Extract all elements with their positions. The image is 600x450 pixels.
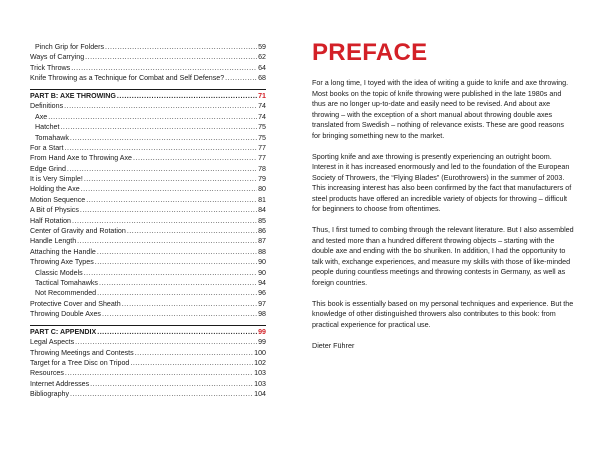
toc-entry	[30, 164, 266, 174]
toc-entry-page: 75	[258, 133, 266, 142]
toc-leader-dots	[60, 122, 257, 132]
toc-entry-page: 103	[254, 379, 266, 388]
toc-entry-title: Throwing Meetings and Contests	[30, 348, 134, 357]
toc-entry	[30, 358, 266, 368]
toc-leader-dots	[84, 268, 257, 278]
toc-entry-page: 102	[254, 359, 266, 368]
toc-entry-page: 79	[258, 175, 266, 184]
toc-entry-title: Throwing Double Axes	[30, 310, 101, 319]
toc-entry-title: Resources	[30, 369, 64, 378]
toc-entry-title: Not Recommended	[35, 289, 97, 298]
toc-leader-dots	[127, 226, 257, 236]
toc-leader-dots	[117, 91, 257, 101]
toc-leader-dots	[90, 379, 253, 389]
toc-entry	[30, 205, 266, 215]
toc-entry-page: 90	[258, 268, 266, 277]
toc-entry	[30, 216, 266, 226]
toc-entry-title: Center of Gravity and Rotation	[30, 227, 126, 236]
toc-entry-page: 78	[258, 164, 266, 173]
toc-entry	[30, 337, 266, 347]
toc-leader-dots	[105, 42, 257, 52]
toc-entry-page: 87	[258, 237, 266, 246]
toc-entry-page: 99	[258, 327, 266, 336]
toc-leader-dots	[97, 247, 257, 257]
toc-entry-title: Half Rotation	[30, 216, 72, 225]
toc-entry-page: 64	[258, 63, 266, 72]
toc-entry	[30, 369, 266, 379]
toc-entry-page: 99	[258, 338, 266, 347]
toc-leader-dots	[80, 205, 257, 215]
toc-entry-page: 96	[258, 289, 266, 298]
toc-entry	[30, 348, 266, 358]
toc-entry	[30, 278, 266, 288]
toc-leader-dots	[81, 184, 257, 194]
toc-leader-dots	[67, 164, 257, 174]
toc-entry-title: Knife Throwing as a Technique for Combat and Self Defense?	[30, 74, 225, 83]
toc-entry-title: Definitions	[30, 102, 64, 111]
toc-leader-dots	[64, 101, 257, 111]
toc-leader-dots	[225, 73, 257, 83]
toc-leader-dots	[86, 195, 257, 205]
toc-entry-page: 104	[254, 390, 266, 399]
toc-part-heading	[30, 89, 266, 101]
toc-entry	[30, 299, 266, 309]
toc-leader-dots	[130, 358, 253, 368]
toc-entry	[30, 42, 266, 52]
toc-leader-dots	[99, 278, 257, 288]
toc-entry	[30, 195, 266, 205]
toc-leader-dots	[65, 143, 258, 153]
preface-paragraph: For a long time, I toyed with the idea of writing a guide to knife and axe throwing. Most books on the topic of knife throwing were published in the late 1980s and thus are no longer up-to-date and easily need to be revised. And about axe throwing – with the exception of a short manual about throwing double axes translated from Swedish – nothing of relevance exists. These are good reasons for bringing something new to the market.	[312, 78, 569, 140]
toc-entry-title: Hatchet	[35, 123, 60, 132]
toc-entry-title: Tactical Tomahawks	[35, 278, 98, 287]
toc-entry	[30, 184, 266, 194]
preface-paragraph: Thus, I first turned to combing through the relevant literature. But I also assembled and tested more than a hundred different throwing objects – starting with the double axe and ending with the bo shuriken. In addition, I had the opportunity to talk with, exchange experiences, and measure my skills with those of like-minded people during countless meetings and throwing contests in Germany, as well as foreign countries.	[312, 225, 574, 287]
toc-entry-page: 86	[258, 227, 266, 236]
author-signature: Dieter Führer	[312, 340, 355, 350]
toc-leader-dots	[97, 327, 257, 337]
toc-entry-page: 98	[258, 310, 266, 319]
toc-entry-title: PART B: AXE THROWING	[30, 91, 116, 100]
toc-entry-page: 77	[258, 154, 266, 163]
toc-entry-page: 80	[258, 185, 266, 194]
toc-entry-title: Axe	[35, 112, 48, 121]
toc-entry-title: PART C: APPENDIX	[30, 327, 97, 336]
toc-entry-page: 68	[258, 74, 266, 83]
toc-entry-title: Handle Length	[30, 237, 77, 246]
toc-entry-title: Classic Models	[35, 268, 83, 277]
toc-entry-title: Pinch Grip for Folders	[35, 42, 104, 51]
toc-entry-title: Trick Throws	[30, 63, 71, 72]
toc-leader-dots	[70, 133, 257, 143]
toc-entry-page: 62	[258, 53, 266, 62]
toc-leader-dots	[72, 216, 257, 226]
toc-entry-page: 77	[258, 143, 266, 152]
toc-leader-dots	[75, 337, 257, 347]
toc-entry-title: Target for a Tree Disc on Tripod	[30, 359, 130, 368]
toc-entry-page: 97	[258, 299, 266, 308]
toc-entry-page: 94	[258, 278, 266, 287]
toc-entry	[30, 153, 266, 163]
toc-entry	[30, 52, 266, 62]
toc-entry	[30, 309, 266, 319]
toc-entry-title: Edge Grind	[30, 164, 66, 173]
toc-entry	[30, 257, 266, 267]
preface-paragraph: Sporting knife and axe throwing is presently experiencing an outright boom. Interest in it has increased enormously and led to the foundation of the European Society of Throwers, the “Flying Blades” (Eurothrowers) in the summer of 2003. This increasing interest has also been confirmed by the fact that manufacturers of steel products have offered an incredible variety of objects for throwing – difficult for beginners to choose from oftentimes.	[312, 151, 572, 213]
toc-entry-title: Tomahawk	[35, 133, 69, 142]
toc-leader-dots	[133, 153, 257, 163]
preface-heading: PREFACE	[312, 39, 428, 66]
toc-entry	[30, 247, 266, 257]
toc-leader-dots	[48, 112, 257, 122]
toc-entry	[30, 268, 266, 278]
toc-entry-page: 103	[254, 369, 266, 378]
toc-entry-title: Motion Sequence	[30, 195, 86, 204]
toc-entry	[30, 174, 266, 184]
toc-leader-dots	[77, 236, 257, 246]
toc-entry-page: 85	[258, 216, 266, 225]
toc-entry-title: Bibliography	[30, 390, 70, 399]
toc-leader-dots	[122, 299, 257, 309]
toc-entry-title: Attaching the Handle	[30, 247, 96, 256]
toc-entry-page: 100	[254, 348, 266, 357]
toc-entry-page: 81	[258, 195, 266, 204]
preface-paragraph: This book is essentially based on my personal techniques and experience. But the knowledge of other distinguished throwers also contributes to this book: from practical experience for practical use.	[312, 298, 574, 329]
toc-entry	[30, 236, 266, 246]
toc-leader-dots	[65, 369, 253, 379]
toc-entry-title: Protective Cover and Sheath	[30, 299, 121, 308]
toc-entry	[30, 101, 266, 111]
toc-entry-page: 75	[258, 123, 266, 132]
toc-entry-page: 90	[258, 258, 266, 267]
toc-part-heading	[30, 325, 266, 337]
toc-entry-page: 71	[258, 91, 266, 100]
toc-entry	[30, 379, 266, 389]
toc-entry	[30, 288, 266, 298]
toc-entry-page: 74	[258, 112, 266, 121]
toc-entry-title: Ways of Carrying	[30, 53, 85, 62]
table-of-contents	[30, 42, 266, 400]
toc-entry	[30, 143, 266, 153]
toc-entry-title: Internet Addresses	[30, 379, 90, 388]
preface-section	[312, 40, 574, 362]
toc-leader-dots	[84, 174, 257, 184]
toc-entry	[30, 133, 266, 143]
toc-entry-page: 59	[258, 42, 266, 51]
toc-leader-dots	[70, 389, 253, 399]
toc-leader-dots	[95, 257, 257, 267]
toc-entry	[30, 73, 266, 83]
toc-leader-dots	[71, 63, 257, 73]
toc-entry	[30, 389, 266, 399]
toc-entry-page: 88	[258, 247, 266, 256]
toc-entry-title: From Hand Axe to Throwing Axe	[30, 154, 132, 163]
toc-entry-page: 84	[258, 206, 266, 215]
toc-entry	[30, 226, 266, 236]
toc-entry-title: Holding the Axe	[30, 185, 80, 194]
toc-entry	[30, 122, 266, 132]
toc-entry-title: A Bit of Physics	[30, 206, 79, 215]
toc-entry-title: It is Very Simple!	[30, 175, 83, 184]
toc-entry-page: 74	[258, 102, 266, 111]
toc-leader-dots	[97, 288, 257, 298]
toc-entry-title: Throwing Axe Types	[30, 258, 94, 267]
toc-leader-dots	[85, 52, 257, 62]
toc-leader-dots	[102, 309, 257, 319]
toc-leader-dots	[135, 348, 253, 358]
toc-entry	[30, 63, 266, 73]
toc-entry-title: Legal Aspects	[30, 338, 75, 347]
toc-entry-title: For a Start	[30, 143, 64, 152]
toc-entry	[30, 112, 266, 122]
